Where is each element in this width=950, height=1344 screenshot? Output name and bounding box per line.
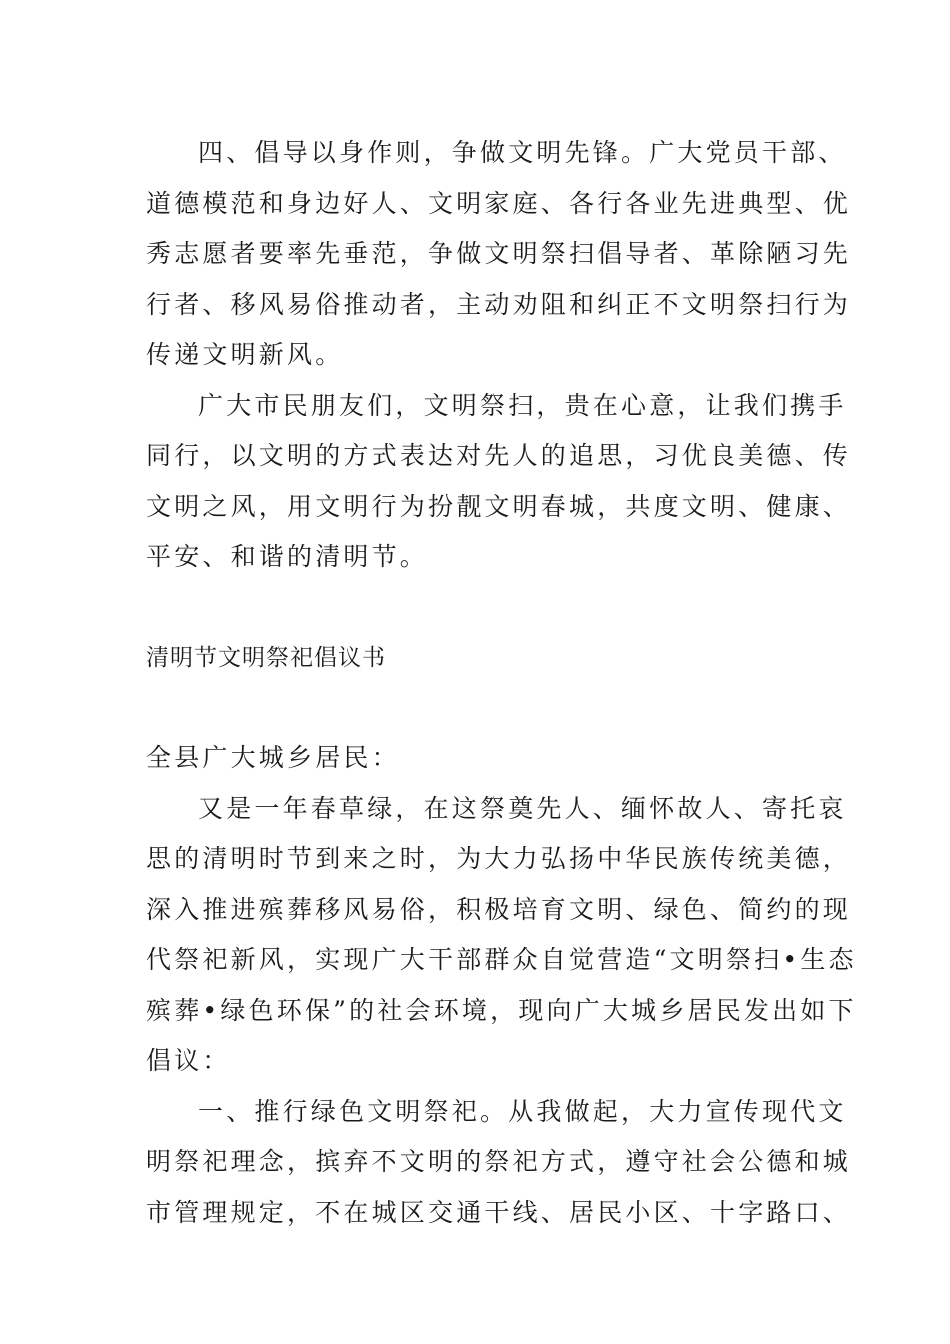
paragraph-line: 一、推行绿色文明祭祀。从我做起，大力宣传现代文 <box>198 1096 847 1126</box>
paragraph-line: 同行，以文明的方式表达对先人的追思，习优良美德、传 <box>146 441 852 470</box>
paragraph-line: 殡葬•绿色环保”的社会环境，现向广大城乡居民发出如下 <box>146 995 857 1025</box>
paragraph-section-one <box>146 1087 852 1239</box>
paragraph-line: 倡议： <box>146 1046 231 1075</box>
paragraph-line: 又是一年春草绿，在这祭奠先人、缅怀故人、寄托哀 <box>198 793 847 823</box>
paragraph-line: 广大市民朋友们，文明祭扫，贵在心意，让我们携手 <box>198 390 847 420</box>
document-title: 清明节文明祭祀倡议书 <box>146 644 386 671</box>
paragraph-line: 四、倡导以身作则，争做文明先锋。广大党员干部、 <box>198 138 847 167</box>
paragraph-line: 深入推进殡葬移风易俗，积极培育文明、绿色、简约的现 <box>146 894 852 924</box>
paragraph-line: 行者、移风易俗推动者，主动劝阻和纠正不文明祭扫行为 <box>146 289 852 319</box>
paragraph-line: 平安、和谐的清明节。 <box>146 542 429 571</box>
spacer <box>146 683 810 733</box>
salutation: 全县广大城乡居民： <box>146 743 400 772</box>
paragraph-line: 秀志愿者要率先垂范，争做文明祭扫倡导者、革除陋习先 <box>146 239 852 268</box>
paragraph-line: 文明之风，用文明行为扮靓文明春城，共度文明、健康、 <box>146 491 852 521</box>
paragraph-intro <box>146 784 857 1087</box>
paragraph-line: 代祭祀新风，实现广大干部群众自觉营造“文明祭扫•生态 <box>146 945 857 974</box>
paragraph-line: 思的清明时节到来之时，为大力弘扬中华民族传统美德， <box>146 844 852 873</box>
paragraph-line: 道德模范和身边好人、文明家庭、各行各业先进典型、优 <box>146 188 852 218</box>
paragraph-line: 明祭祀理念，摈弃不文明的祭祀方式，遵守社会公德和城 <box>146 1147 852 1176</box>
paragraph-line: 传递文明新风。 <box>146 340 344 369</box>
spacer <box>146 583 810 633</box>
paragraph-section-four <box>146 128 852 381</box>
document-page <box>146 128 857 1238</box>
paragraph-closing <box>146 381 852 583</box>
paragraph-line: 市管理规定，不在城区交通干线、居民小区、十字路口、 <box>146 1197 852 1227</box>
